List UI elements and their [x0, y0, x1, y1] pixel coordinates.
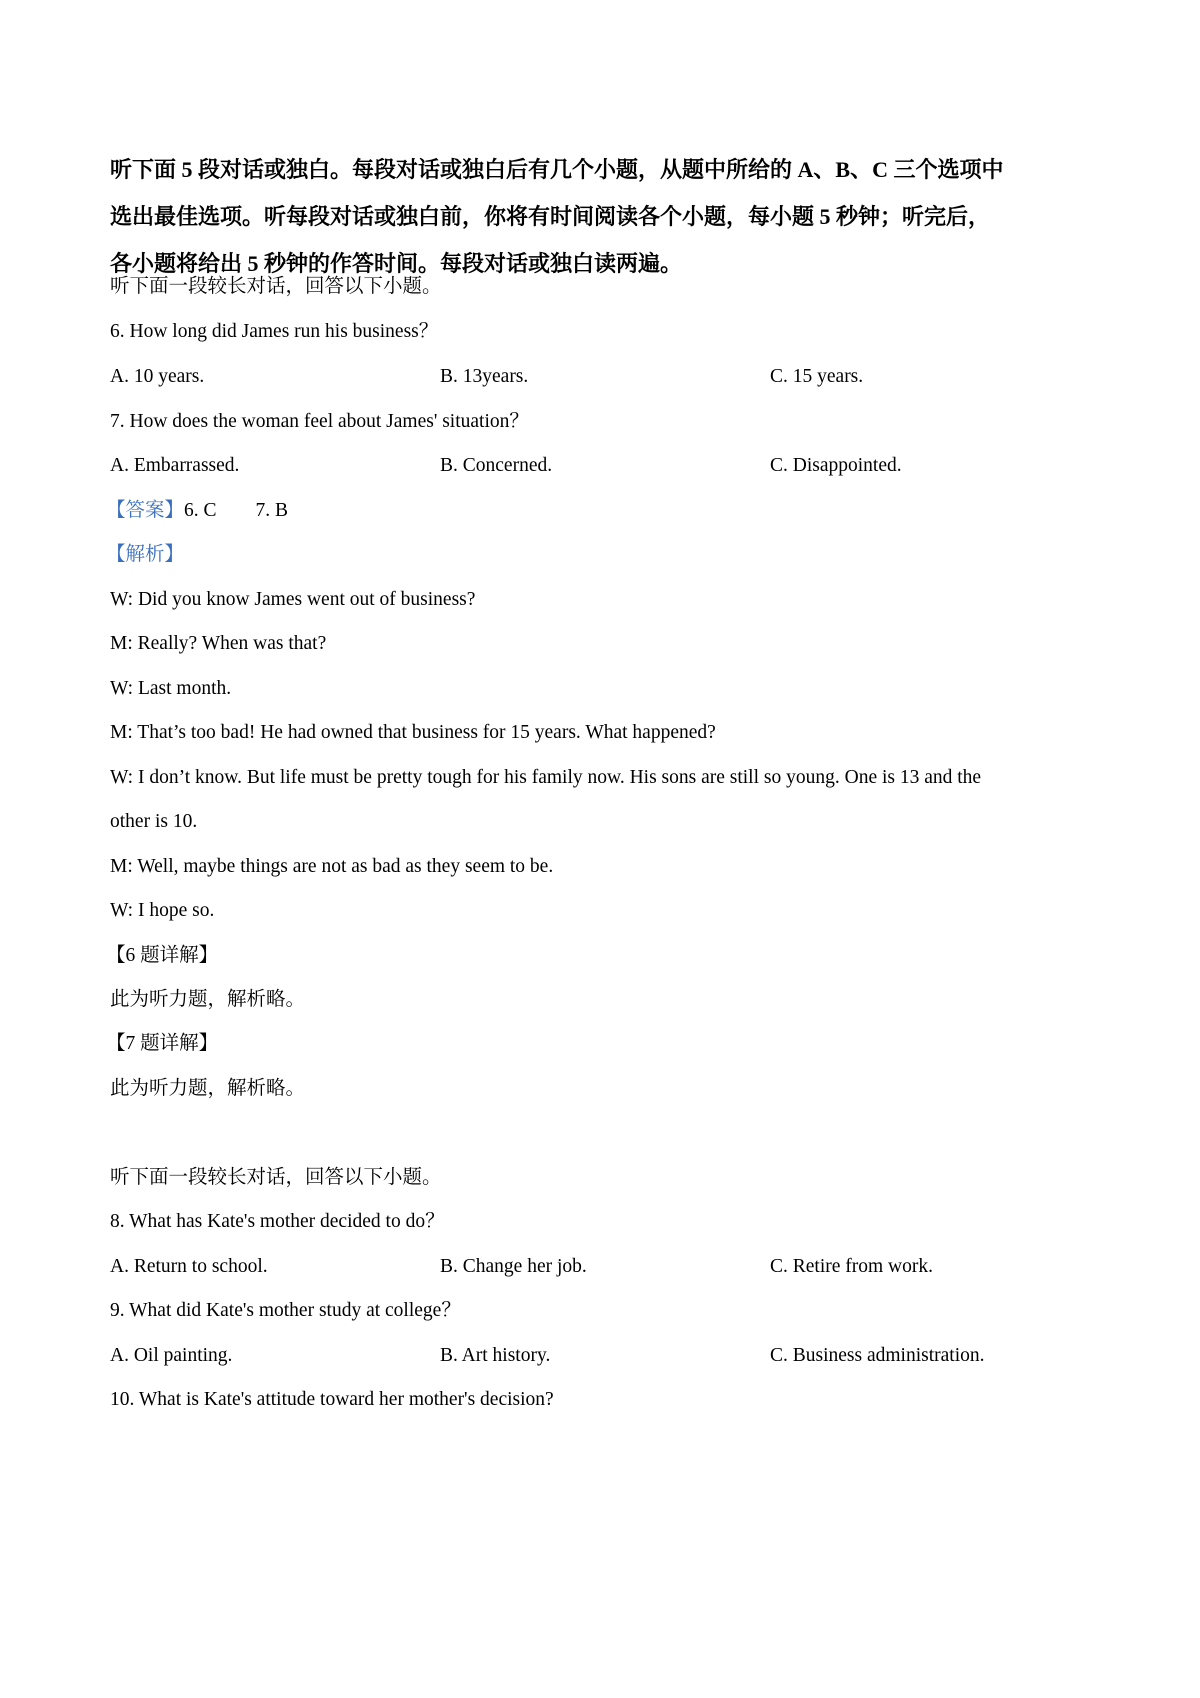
detail-7-text: 此为听力题，解析略。 [110, 1078, 306, 1099]
answer-text: 6. C 7. B [184, 500, 289, 521]
question-8-option-b: B. Change her job. [440, 1256, 587, 1277]
instructions-line-2: 选出最佳选项。听每段对话或独白前，你将有时间阅读各个小题，每小题 5 秒钟；听完后， [110, 204, 991, 229]
dialogue-line: M: Well, maybe things are not as bad as they seem to be. [110, 856, 554, 877]
question-7-option-b: B. Concerned. [440, 455, 553, 476]
question-6-option-b: B. 13years. [440, 366, 529, 387]
question-7-option-c: C. Disappointed. [770, 455, 902, 476]
answer-label: 【答案】 [106, 500, 185, 521]
question-8-option-c: C. Retire from work. [770, 1256, 934, 1277]
question-9: 9. What did Kate's mother study at college？ [110, 1300, 461, 1321]
question-6-option-c: C. 15 years. [770, 366, 864, 387]
dialogue-line: W: I hope so. [110, 900, 215, 921]
question-6: 6. How long did James run his business？ [110, 321, 439, 342]
dialogue-line: W: I don’t know. But life must be pretty tough for his family now. His sons are still so young. One is 13 and the [110, 767, 982, 788]
instructions-line-1: 听下面 5 段对话或独白。每段对话或独白后有几个小题，从题中所给的 A、B、C 三个选项中 [110, 157, 1004, 182]
section-1-prompt: 听下面一段较长对话，回答以下小题。 [110, 276, 442, 297]
detail-7-label: 【7 题详解】 [106, 1033, 219, 1054]
dialogue-line: M: Really? When was that? [110, 633, 327, 654]
detail-6-text: 此为听力题，解析略。 [110, 989, 306, 1010]
instructions [110, 146, 1100, 287]
analysis-label: 【解析】 [106, 544, 185, 565]
question-6-option-a: A. 10 years. [110, 366, 205, 387]
detail-6-label: 【6 题详解】 [106, 945, 219, 966]
question-8-option-a: A. Return to school. [110, 1256, 268, 1277]
question-7: 7. How does the woman feel about James' situation？ [110, 411, 529, 432]
dialogue-line: W: Did you know James went out of business? [110, 589, 476, 610]
question-9-option-c: C. Business administration. [770, 1345, 985, 1366]
question-9-option-b: B. Art history. [440, 1345, 551, 1366]
dialogue-line: M: That’s too bad! He had owned that business for 15 years. What happened? [110, 722, 716, 743]
instructions-line-3: 各小题将给出 5 秒钟的作答时间。每段对话或独白读两遍。 [110, 251, 683, 276]
question-10: 10. What is Kate's attitude toward her mother's decision? [110, 1389, 554, 1410]
question-8: 8. What has Kate's mother decided to do？ [110, 1211, 445, 1232]
question-9-option-a: A. Oil painting. [110, 1345, 233, 1366]
answer-row [106, 499, 288, 523]
dialogue-line: other is 10. [110, 811, 198, 832]
dialogue-line: W: Last month. [110, 678, 232, 699]
question-7-option-a: A. Embarrassed. [110, 455, 240, 476]
section-2-prompt: 听下面一段较长对话，回答以下小题。 [110, 1167, 442, 1188]
